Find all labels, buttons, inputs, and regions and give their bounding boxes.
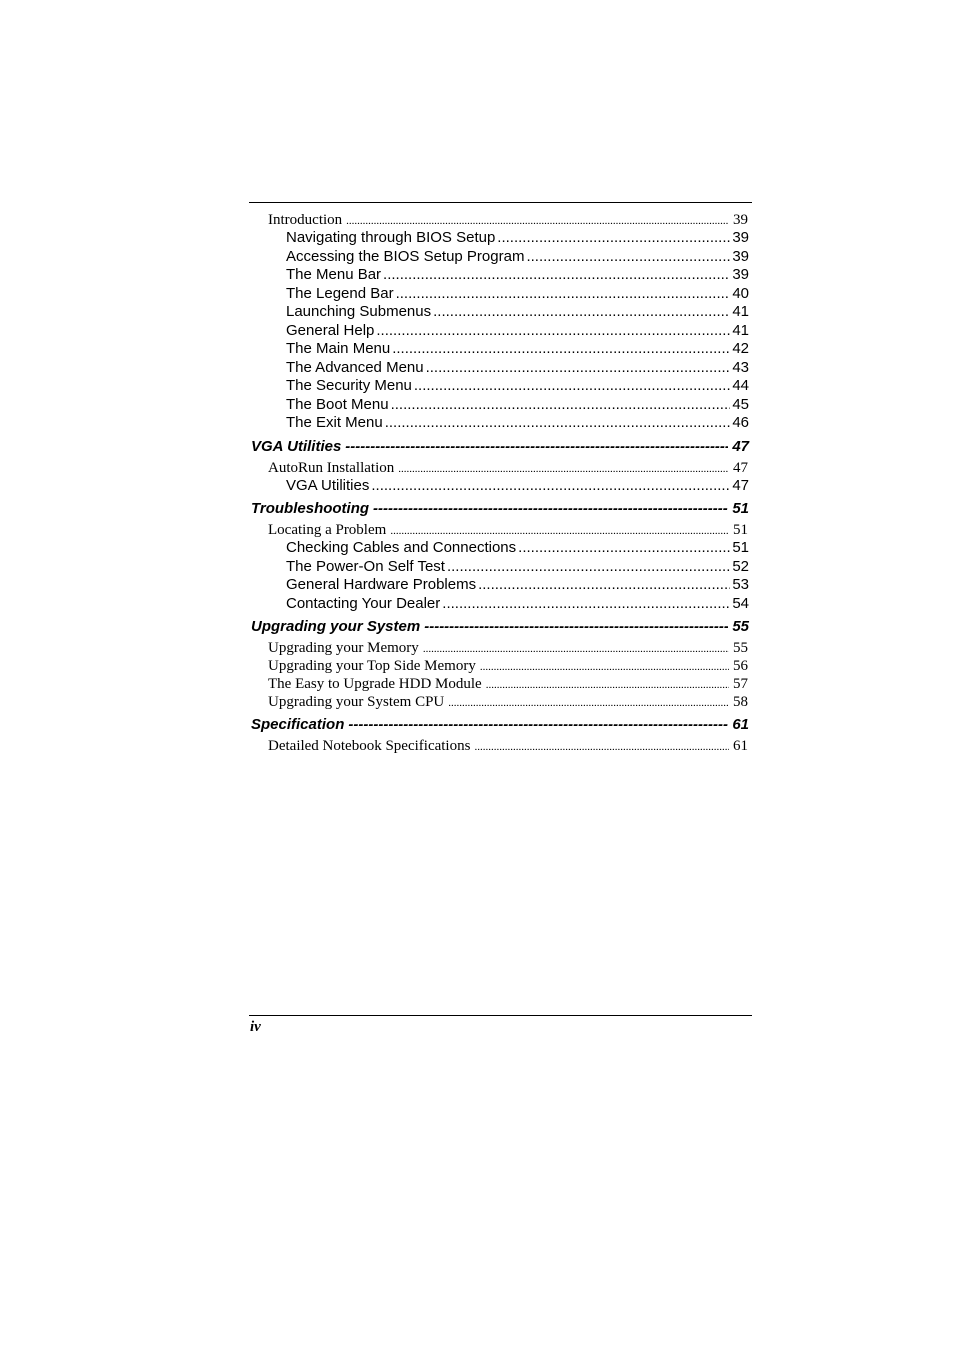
- toc-entry-page: 51: [732, 500, 749, 517]
- toc-entry-page: 43: [732, 358, 749, 376]
- toc-entry-page: 42: [732, 340, 749, 357]
- toc-entry-page: 44: [732, 377, 749, 394]
- toc-entry-title: The Menu Bar: [286, 266, 382, 283]
- toc-entry[interactable]: [249, 737, 750, 755]
- toc-entry-title: Upgrading your Top Side Memory: [268, 658, 476, 674]
- toc-entry-title: The Main Menu: [286, 340, 391, 357]
- toc-entry-page: 51: [732, 539, 749, 556]
- toc-entry-title: VGA Utilities: [251, 437, 342, 455]
- toc-entry-title: Locating a Problem: [268, 522, 387, 538]
- toc-entry[interactable]: [249, 340, 750, 359]
- toc-entry[interactable]: [249, 477, 750, 496]
- toc-entry-title: Specification: [251, 716, 345, 733]
- toc-leader: [480, 658, 729, 675]
- toc-entry[interactable]: [249, 657, 750, 675]
- toc-entry-title: Navigating through BIOS Setup: [286, 229, 496, 246]
- toc-leader: [396, 285, 731, 304]
- toc-entry-title: Upgrading your Memory: [268, 640, 419, 656]
- toc-entry[interactable]: [249, 285, 750, 304]
- toc-leader: [442, 595, 730, 614]
- toc-entry[interactable]: [249, 693, 750, 711]
- toc-entry-title: Contacting Your Dealer: [286, 594, 441, 612]
- toc-entry[interactable]: [249, 595, 750, 614]
- toc-chapter-entry[interactable]: [249, 715, 750, 735]
- toc-entry[interactable]: [249, 539, 750, 558]
- toc-entry-title: The Legend Bar: [286, 284, 394, 302]
- toc-entry-page: 51: [733, 522, 748, 538]
- toc-entry-page: 61: [733, 738, 748, 754]
- toc-entry-title: Introduction: [268, 212, 343, 228]
- toc-entry-title: The Boot Menu: [286, 395, 389, 413]
- toc-leader: [385, 414, 731, 433]
- toc-leader: [526, 248, 730, 267]
- toc-entry-title: General Hardware Problems: [286, 576, 477, 593]
- toc-leader: [346, 212, 729, 229]
- toc-entry[interactable]: [249, 675, 750, 693]
- toc-entry-title: Accessing the BIOS Setup Program: [286, 247, 525, 265]
- toc-entry[interactable]: [249, 266, 750, 285]
- toc-leader: [448, 694, 729, 711]
- toc-entry-title: Upgrading your System: [251, 618, 421, 635]
- toc-entry[interactable]: [249, 639, 750, 657]
- toc-chapter-entry[interactable]: [249, 499, 750, 519]
- toc-entry[interactable]: [249, 248, 750, 267]
- toc-entry[interactable]: [249, 359, 750, 378]
- toc-entry-title: Troubleshooting: [251, 500, 370, 517]
- toc-entry-page: 58: [733, 694, 748, 710]
- toc-entry-page: 39: [732, 247, 749, 265]
- toc-entry-title: The Easy to Upgrade HDD Module: [268, 676, 482, 692]
- toc-entry-page: 54: [732, 594, 749, 612]
- toc-entry[interactable]: [249, 459, 750, 477]
- toc-entry-title: General Help: [286, 321, 375, 339]
- toc-entry-title: The Advanced Menu: [286, 358, 424, 376]
- toc-leader: [424, 617, 728, 637]
- toc-entry[interactable]: [249, 322, 750, 341]
- toc-entry-page: 47: [733, 459, 748, 476]
- toc-leader: [497, 229, 730, 248]
- toc-entry-title: VGA Utilities: [286, 476, 370, 494]
- toc-entry-page: 56: [733, 658, 748, 674]
- toc-entry-title: Detailed Notebook Specifications: [268, 738, 471, 754]
- toc-entry-page: 55: [733, 640, 748, 656]
- header-rule: [249, 202, 752, 203]
- footer-rule: [249, 1015, 752, 1016]
- toc-leader: [398, 460, 729, 477]
- toc-leader: [390, 522, 729, 539]
- toc-leader: [373, 499, 728, 519]
- toc-entry-page: 47: [732, 437, 749, 455]
- toc-leader: [391, 396, 731, 415]
- toc-entry-page: 41: [732, 321, 749, 339]
- toc-leader: [371, 477, 730, 496]
- toc-entry-page: 39: [732, 229, 749, 246]
- toc-leader: [474, 738, 729, 755]
- toc-entry[interactable]: [249, 377, 750, 396]
- toc-leader: [486, 676, 729, 693]
- toc-leader: [478, 576, 730, 595]
- toc-entry-title: Upgrading your System CPU: [268, 694, 445, 710]
- toc-entry[interactable]: [249, 229, 750, 248]
- toc-leader: [433, 303, 730, 322]
- toc-entry-title: Launching Submenus: [286, 303, 432, 320]
- toc-entry-page: 55: [732, 618, 749, 635]
- toc-leader: [447, 558, 730, 577]
- toc-entry-title: The Security Menu: [286, 377, 412, 394]
- toc-entry-page: 41: [732, 303, 749, 320]
- toc-chapter-entry[interactable]: [249, 437, 750, 457]
- toc-leader: [423, 640, 729, 657]
- toc-leader: [518, 539, 730, 558]
- toc-entry-title: The Power-On Self Test: [286, 557, 445, 575]
- toc-leader: [414, 377, 730, 396]
- toc-entry[interactable]: [249, 211, 750, 229]
- toc-entry-title: Checking Cables and Connections: [286, 539, 517, 556]
- toc-leader: [376, 322, 730, 341]
- toc-entry[interactable]: [249, 414, 750, 433]
- toc-entry-page: 52: [732, 557, 749, 575]
- toc-entry-page: 46: [732, 414, 749, 431]
- toc-leader: [392, 340, 730, 359]
- toc-entry-page: 53: [732, 576, 749, 593]
- toc-entry-page: 61: [732, 716, 749, 733]
- toc-entry[interactable]: [249, 396, 750, 415]
- toc-entry-page: 39: [733, 212, 748, 228]
- toc-entry[interactable]: [249, 558, 750, 577]
- footer-page-number: iv: [250, 1019, 261, 1035]
- toc-leader: [348, 715, 728, 735]
- toc-entry[interactable]: [249, 576, 750, 595]
- toc-entry-page: 40: [732, 284, 749, 302]
- toc-leader: [383, 266, 730, 285]
- toc-leader: [345, 437, 728, 457]
- toc-entry-page: 45: [732, 395, 749, 413]
- table-of-contents: [249, 211, 750, 755]
- toc-entry[interactable]: [249, 303, 750, 322]
- toc-chapter-entry[interactable]: [249, 617, 750, 637]
- toc-entry[interactable]: [249, 521, 750, 539]
- toc-entry-page: 57: [733, 676, 748, 692]
- toc-entry-title: The Exit Menu: [286, 414, 383, 431]
- toc-entry-page: 39: [732, 266, 749, 283]
- toc-entry-title: AutoRun Installation: [268, 459, 395, 476]
- toc-entry-page: 47: [732, 476, 749, 494]
- toc-leader: [426, 359, 731, 378]
